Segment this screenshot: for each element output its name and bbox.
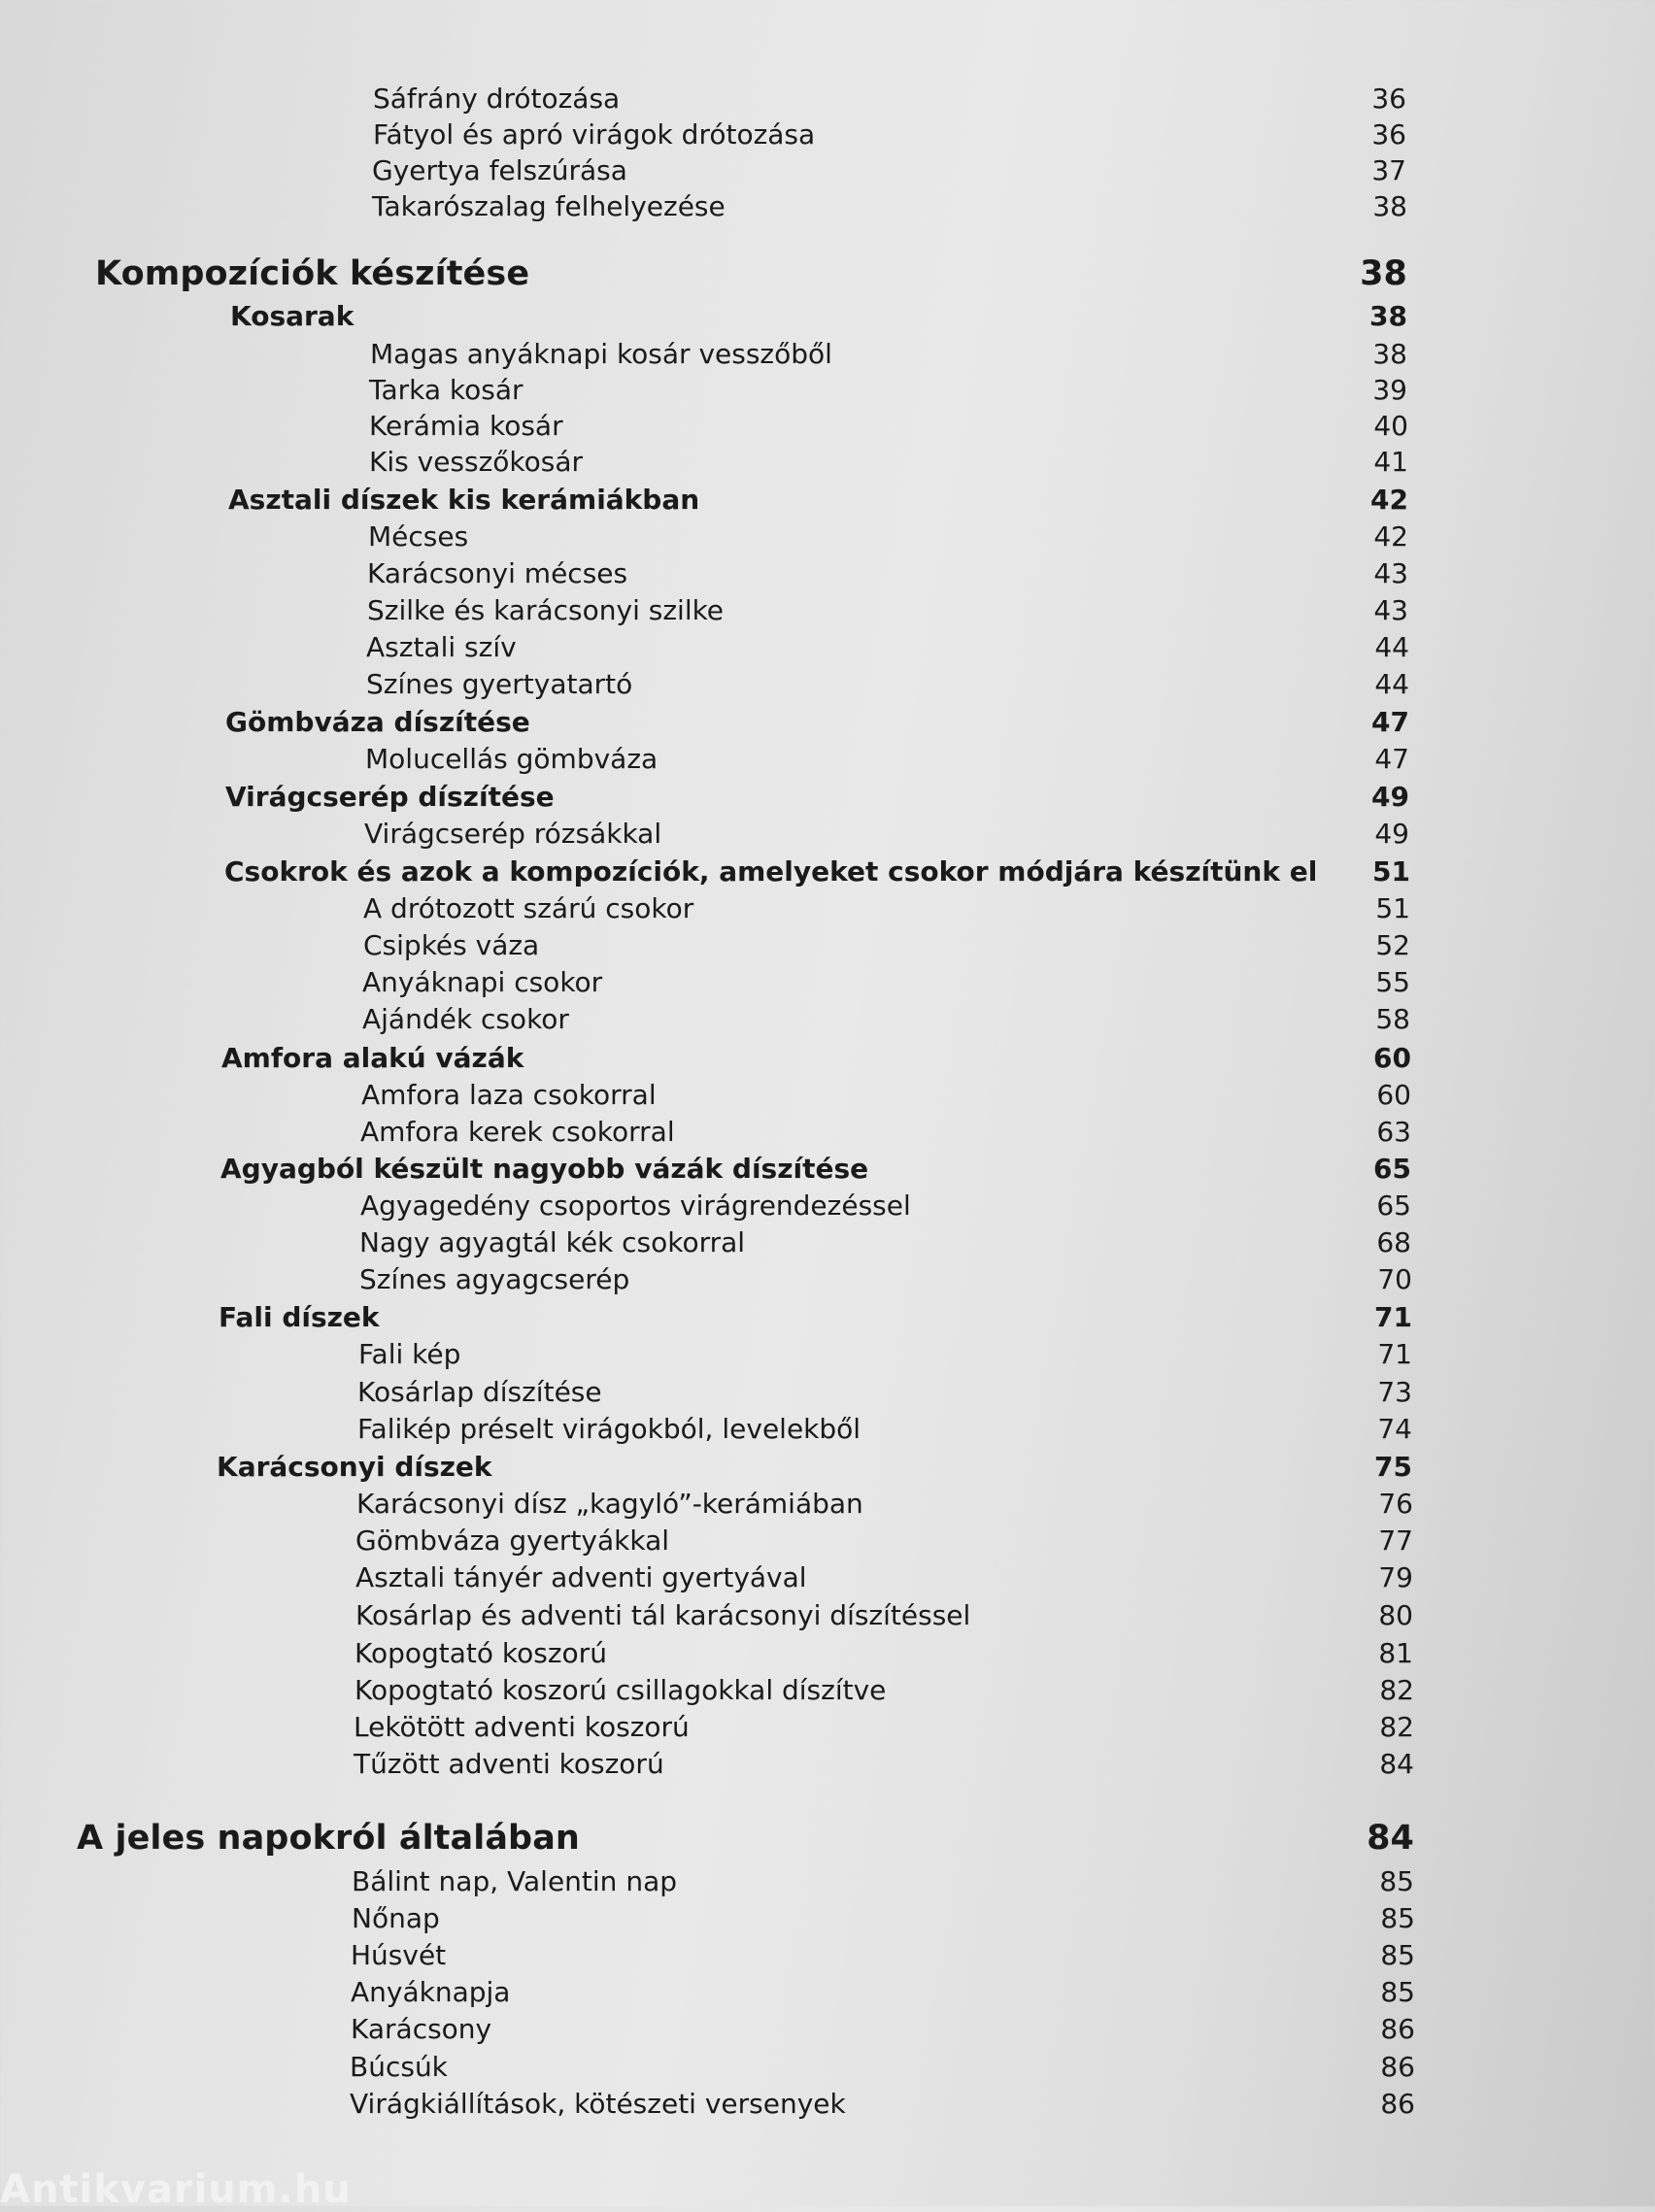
toc-entry (372, 189, 1407, 224)
toc-title: Tarka kosár (369, 374, 524, 406)
toc-page-number: 82 (1379, 1674, 1414, 1706)
toc-page-number: 71 (1377, 1338, 1412, 1370)
toc-entry (354, 1710, 1414, 1745)
toc-entry (360, 1115, 1411, 1150)
toc-entry (356, 1487, 1413, 1522)
toc-page-number: 68 (1376, 1226, 1411, 1258)
toc-entry (365, 742, 1409, 777)
toc-page-number: 85 (1379, 1865, 1414, 1897)
toc-page-number: 81 (1378, 1637, 1413, 1669)
toc-page-number: 85 (1380, 1902, 1415, 1934)
toc-title: Magas anyáknapi kosár vesszőből (370, 338, 832, 370)
toc-title: Karácsony (351, 2013, 492, 2045)
toc-title: Amfora alakú vázák (221, 1042, 524, 1074)
toc-section (225, 705, 1409, 740)
toc-page-number: 47 (1374, 743, 1409, 775)
toc-title: Agyagedény csoportos virágrendezéssel (360, 1190, 911, 1222)
toc-title: Búcsúk (350, 2051, 448, 2083)
toc-title: Gyertya felszúrása (372, 154, 627, 186)
toc-entry (373, 117, 1406, 152)
toc-entry (368, 519, 1408, 554)
toc-page-number: 80 (1378, 1599, 1413, 1631)
toc-entry (369, 445, 1408, 480)
toc-entry (373, 82, 1406, 117)
toc-title: Fátyol és apró virágok drótozása (373, 118, 816, 151)
toc-title: Lekötött adventi koszorú (354, 1711, 690, 1743)
toc-entry (350, 2050, 1415, 2085)
toc-page-number: 60 (1373, 1042, 1411, 1074)
toc-title: Virágcserép díszítése (225, 781, 555, 813)
toc-title: Tűzött adventi koszorú (354, 1748, 664, 1780)
toc-page-number: 36 (1371, 118, 1406, 151)
toc-entry (367, 593, 1408, 628)
toc-title: Csokrok és azok a kompozíciók, amelyeket csokor módjára készítünk el (224, 855, 1318, 888)
toc-entry (372, 153, 1406, 188)
toc-page-number: 38 (1360, 254, 1407, 293)
toc-title: Mécses (368, 520, 469, 553)
toc-page-number: 79 (1378, 1561, 1413, 1593)
toc-page-number: 38 (1372, 190, 1407, 222)
toc-entry (359, 1225, 1411, 1260)
toc-entry (357, 1375, 1412, 1410)
toc-page-number: 55 (1375, 966, 1410, 998)
toc-page-number: 74 (1377, 1413, 1412, 1445)
toc-page-number: 70 (1377, 1263, 1412, 1295)
toc-section (230, 299, 1407, 334)
toc-title: Szilke és karácsonyi szilke (367, 594, 725, 626)
toc-entry (366, 630, 1409, 665)
toc-entry (364, 817, 1409, 852)
toc-entry (355, 1560, 1413, 1595)
toc-title: Színes agyagcserép (359, 1263, 630, 1295)
toc-entry (352, 1901, 1415, 1936)
toc-entry (363, 928, 1410, 963)
toc-page-number: 42 (1373, 520, 1408, 553)
toc-title: Húsvét (351, 1939, 447, 1971)
toc-page-number: 41 (1373, 446, 1408, 478)
toc-page-number: 71 (1374, 1301, 1412, 1333)
toc-page-number: 37 (1371, 154, 1406, 186)
toc-entry (350, 2087, 1415, 2122)
toc-title: A drótozott szárú csokor (363, 892, 694, 924)
toc-page-number: 38 (1369, 300, 1407, 332)
toc-page-number: 51 (1372, 855, 1410, 888)
toc-page-number: 44 (1374, 631, 1409, 663)
toc-entry (369, 373, 1407, 408)
toc-entry (351, 2012, 1415, 2047)
toc-section (217, 1450, 1412, 1485)
toc-title: Kopogtató koszorú csillagokkal díszítve (355, 1674, 887, 1706)
toc-title: Kosárlap és adventi tál karácsonyi díszítéssel (355, 1599, 971, 1631)
toc-title: Anyáknapja (351, 1976, 511, 2008)
toc-chapter (77, 1821, 1414, 1856)
toc-page-number: 73 (1377, 1376, 1412, 1408)
toc-title: Kompozíciók készítése (95, 254, 530, 293)
toc-title: Karácsonyi mécses (367, 557, 628, 589)
toc-page-number: 60 (1376, 1079, 1411, 1111)
toc-title: Molucellás gömbváza (365, 743, 659, 775)
toc-title: Színes gyertyatartó (366, 668, 633, 700)
toc-title: Asztali díszek kis kerámiákban (228, 484, 700, 516)
toc-title: Virágcserép rózsákkal (364, 818, 662, 850)
toc-page-number: 49 (1371, 781, 1409, 813)
toc-entry (366, 667, 1409, 702)
watermark-text: Antikvarium.hu (0, 2167, 352, 2212)
toc-section (220, 1152, 1411, 1187)
toc-title: Kopogtató koszorú (355, 1637, 607, 1669)
toc-section (221, 1041, 1411, 1076)
toc-title: Ajándék csokor (362, 1003, 569, 1035)
toc-page-number: 40 (1373, 410, 1408, 442)
toc-page-number: 42 (1370, 484, 1408, 516)
toc-title: Fali díszek (219, 1301, 380, 1333)
toc-page-number: 85 (1380, 1939, 1415, 1971)
toc-title: A jeles napokról általában (77, 1819, 580, 1858)
toc-section (228, 483, 1408, 518)
toc-title: Agyagból készült nagyobb vázák díszítése (220, 1153, 869, 1185)
toc-title: Kosárlap díszítése (357, 1376, 602, 1408)
toc-page-number: 77 (1378, 1525, 1413, 1557)
toc-page-number: 86 (1380, 2013, 1415, 2045)
toc-title: Bálint nap, Valentin nap (352, 1865, 678, 1897)
toc-section (225, 780, 1409, 815)
toc-section (219, 1300, 1412, 1335)
toc-entry (360, 1189, 1411, 1223)
toc-title: Amfora laza csokorral (361, 1079, 657, 1111)
toc-entry (355, 1673, 1414, 1708)
toc-entry (355, 1636, 1413, 1671)
toc-entry (358, 1337, 1412, 1372)
toc-page-number: 43 (1373, 557, 1408, 589)
toc-title: Karácsonyi díszek (217, 1451, 492, 1483)
toc-title: Amfora kerek csokorral (360, 1116, 675, 1148)
toc-entry (351, 1975, 1415, 2010)
toc-page-number: 47 (1371, 706, 1409, 738)
toc-title: Takarószalag felhelyezése (372, 190, 726, 222)
toc-page-number: 44 (1374, 668, 1409, 700)
toc-page-number: 36 (1371, 83, 1406, 115)
toc-page-number: 65 (1376, 1190, 1411, 1222)
toc-page-number: 52 (1375, 929, 1410, 961)
toc-title: Gömbváza díszítése (225, 706, 530, 738)
toc-entry (370, 337, 1407, 372)
toc-entry (359, 1262, 1412, 1297)
toc-page-number: 65 (1373, 1153, 1411, 1185)
toc-entry (363, 891, 1410, 926)
toc-title: Falikép préselt virágokból, levelekből (357, 1413, 861, 1445)
toc-entry (352, 1864, 1414, 1899)
toc-title: Kerámia kosár (369, 410, 563, 442)
toc-entry (362, 1002, 1410, 1037)
toc-entry (367, 556, 1408, 591)
toc-entry (369, 409, 1408, 444)
toc-page-number: 84 (1367, 1819, 1414, 1858)
toc-title: Nőnap (352, 1902, 440, 1934)
toc-page-number: 76 (1378, 1488, 1413, 1520)
toc-page-number: 86 (1380, 2051, 1415, 2083)
toc-title: Asztali tányér adventi gyertyával (355, 1561, 807, 1593)
toc-title: Karácsonyi dísz „kagyló”-kerámiában (356, 1488, 863, 1520)
toc-page-number: 63 (1376, 1116, 1411, 1148)
toc-entry (355, 1524, 1413, 1558)
toc-entry (354, 1747, 1414, 1782)
toc-entry (355, 1598, 1413, 1633)
toc-entry (357, 1412, 1412, 1447)
toc-page-number: 38 (1372, 338, 1407, 370)
toc-title: Anyáknapi csokor (362, 966, 603, 998)
toc-page-number: 86 (1380, 2088, 1415, 2120)
toc-title: Virágkiállítások, kötészeti versenyek (350, 2088, 846, 2120)
toc-entry (361, 1078, 1411, 1113)
toc-title: Csipkés váza (363, 929, 540, 961)
toc-page-number: 75 (1374, 1451, 1412, 1483)
toc-title: Kosarak (230, 300, 355, 332)
toc-entry (351, 1938, 1415, 1973)
toc-section (224, 855, 1410, 889)
toc-page-number: 84 (1379, 1748, 1414, 1780)
toc-page-number: 49 (1374, 818, 1409, 850)
toc-page-number: 58 (1375, 1003, 1410, 1035)
toc-page-number: 85 (1380, 1976, 1415, 2008)
toc-page-number: 82 (1379, 1711, 1414, 1743)
toc-title: Nagy agyagtál kék csokorral (359, 1226, 746, 1258)
toc-title: Fali kép (358, 1338, 461, 1370)
toc-title: Gömbváza gyertyákkal (355, 1525, 670, 1557)
toc-title: Sáfrány drótozása (373, 83, 621, 115)
toc-page-number: 43 (1373, 594, 1408, 626)
toc-entry (362, 965, 1410, 1000)
toc-title: Asztali szív (366, 631, 517, 663)
toc-title: Kis vesszőkosár (369, 446, 584, 478)
toc-chapter (95, 256, 1407, 291)
toc-page-number: 39 (1372, 374, 1407, 406)
toc-page-number: 51 (1375, 892, 1410, 924)
